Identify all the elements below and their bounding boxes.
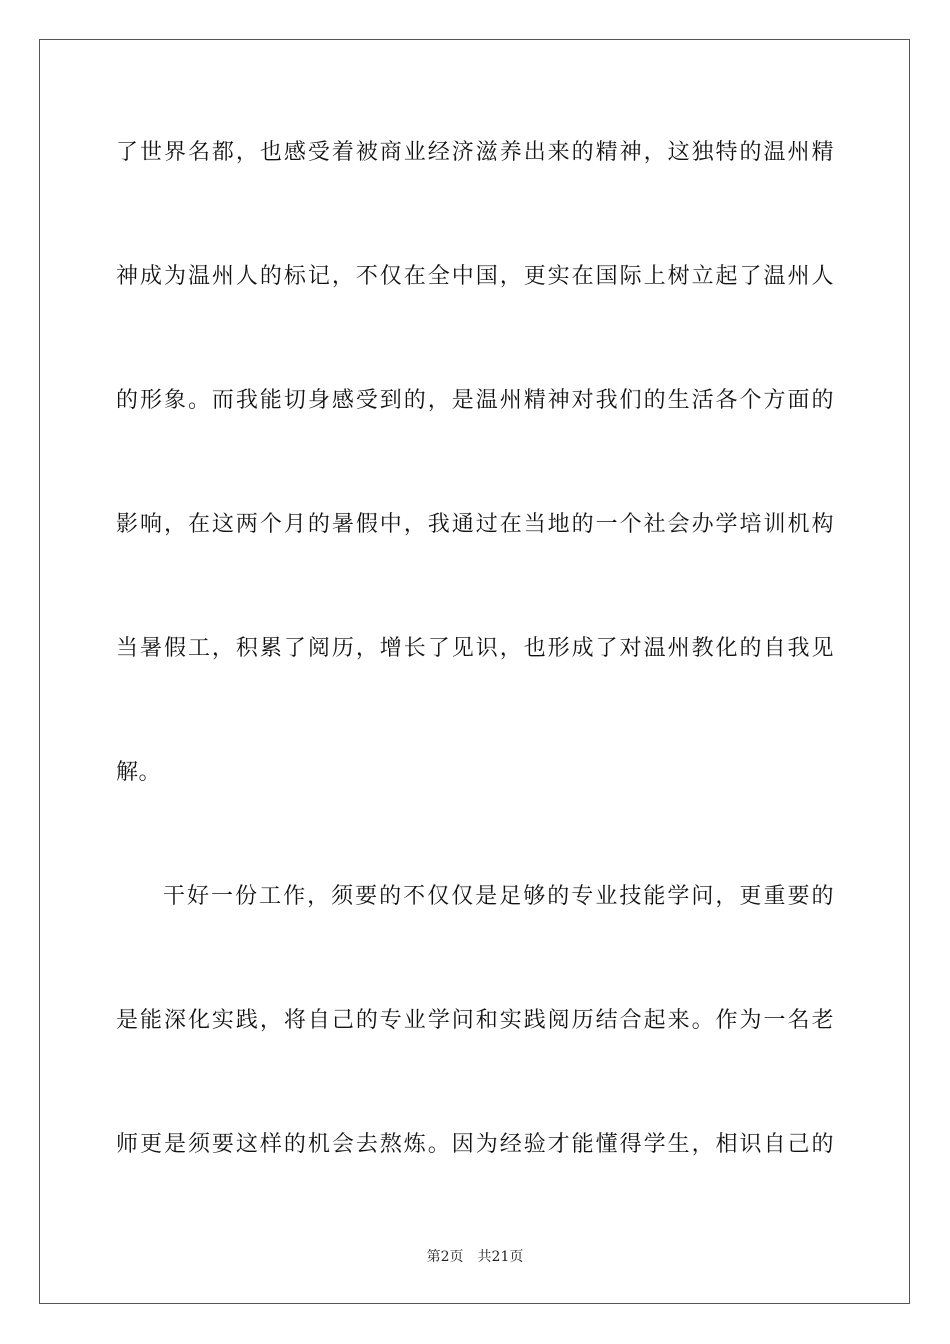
document-body (116, 128, 834, 1244)
page-number: 第2页 (426, 1249, 464, 1265)
text-line: 的形象。而我能切身感受到的，是温州精神对我们的生活各个方面的 (116, 388, 834, 413)
text-line: 当暑假工，积累了阅历，增长了见识，也形成了对温州教化的自我见 (116, 636, 834, 661)
page-footer (0, 1246, 950, 1266)
text-line: 是能深化实践，将自己的专业学问和实践阅历结合起来。作为一名老 (116, 1008, 834, 1033)
text-line: 影响，在这两个月的暑假中，我通过在当地的一个社会办学培训机构 (116, 512, 834, 537)
text-line: 了世界名都，也感受着被商业经济滋养出来的精神，这独特的温州精 (116, 140, 834, 165)
text-line: 神成为温州人的标记，不仅在全中国，更实在国际上树立起了温州人 (116, 264, 834, 289)
text-line-paragraph-start: 干好一份工作，须要的不仅仅是足够的专业技能学问，更重要的 (163, 884, 834, 909)
text-line: 解。 (116, 760, 162, 785)
text-line: 师更是须要这样的机会去熬炼。因为经验才能懂得学生，相识自己的 (116, 1132, 834, 1157)
page-total: 共21页 (477, 1249, 524, 1265)
